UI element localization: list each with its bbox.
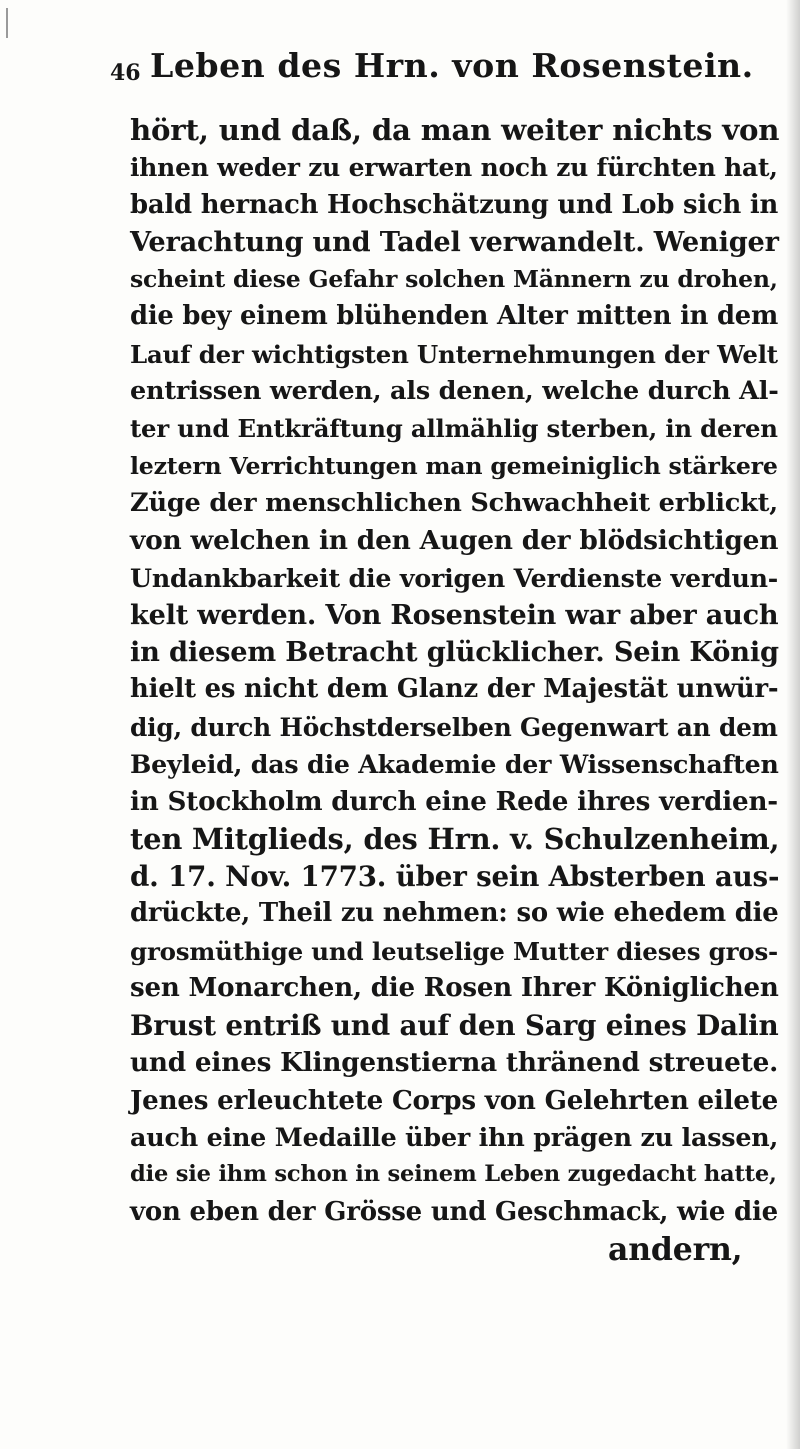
text-line: in diesem Betracht glücklicher. Sein König: [130, 636, 779, 669]
text-line: grosmüthige und leutselige Mutter dieses gros-: [130, 936, 779, 966]
text-line: kelt werden. Von Rosenstein war aber auch: [130, 599, 779, 631]
page-number: 46: [110, 60, 141, 86]
text-line: Undankbarkeit die vorigen Verdienste verdun-: [130, 562, 779, 593]
text-line: und eines Klingenstierna thränend streuete.: [130, 1047, 779, 1079]
running-title: Leben des Hrn. von Rosenstein.: [150, 46, 754, 85]
text-line: von eben der Grösse und Geschmack, wie die: [130, 1196, 778, 1227]
text-line: Beyleid, das die Akademie der Wissenschaften: [130, 749, 779, 780]
text-line: von welchen in den Augen der blödsichtigen: [130, 525, 779, 557]
text-line: ihnen weder zu erwarten noch zu fürchten hat,: [130, 153, 778, 183]
text-line: entrissen werden, als denen, welche durch Al-: [130, 376, 779, 407]
text-line: in Stockholm durch eine Rede ihres verdien-: [130, 786, 778, 818]
text-line: ten Mitglieds, des Hrn. v. Schulzenheim,: [130, 821, 780, 856]
text-line: sen Monarchen, die Rosen Ihrer Königlichen: [130, 972, 779, 1003]
text-line: dig, durch Höchstderselben Gegenwart an dem: [130, 712, 778, 742]
text-line: hielt es nicht dem Glanz der Majestät unwür-: [130, 674, 779, 705]
text-line: Züge der menschlichen Schwachheit erblickt,: [130, 487, 778, 518]
text-line: die sie ihm schon in seinem Leben zugedacht hatte,: [130, 1161, 777, 1188]
text-line: Brust entriß und auf den Sarg eines Dalin: [130, 1009, 779, 1043]
text-line: ter und Entkräftung allmählig sterben, in deren: [130, 414, 778, 444]
text-line: Lauf der wichtigsten Unternehmungen der Welt: [130, 339, 778, 369]
page-header: [110, 42, 754, 102]
page-edge-shadow: [786, 0, 800, 1449]
text-line: d. 17. Nov. 1773. über sein Absterben aus-: [130, 859, 780, 893]
text-line: drückte, Theil zu nehmen: so wie ehedem die: [130, 898, 779, 929]
text-line: leztern Verrichtungen man gemeiniglich stärkere: [130, 451, 778, 480]
body-text: [130, 112, 800, 1268]
text-line: auch eine Medaille über ihn prägen zu lassen,: [130, 1122, 779, 1153]
text-line: scheint diese Gefahr solchen Männern zu drohen,: [130, 265, 778, 294]
text-line: Jenes erleuchtete Corps von Gelehrten eilete: [130, 1084, 779, 1116]
catchword: andern,: [608, 1230, 743, 1268]
text-line: die bey einem blühenden Alter mitten in dem: [130, 301, 779, 332]
text-line: Verachtung und Tadel verwandelt. Weniger: [130, 225, 779, 258]
text-line: bald hernach Hochschätzung und Lob sich in: [130, 189, 779, 220]
text-line: hört, und daß, da man weiter nichts von: [130, 113, 780, 147]
margin-mark: [6, 8, 8, 38]
